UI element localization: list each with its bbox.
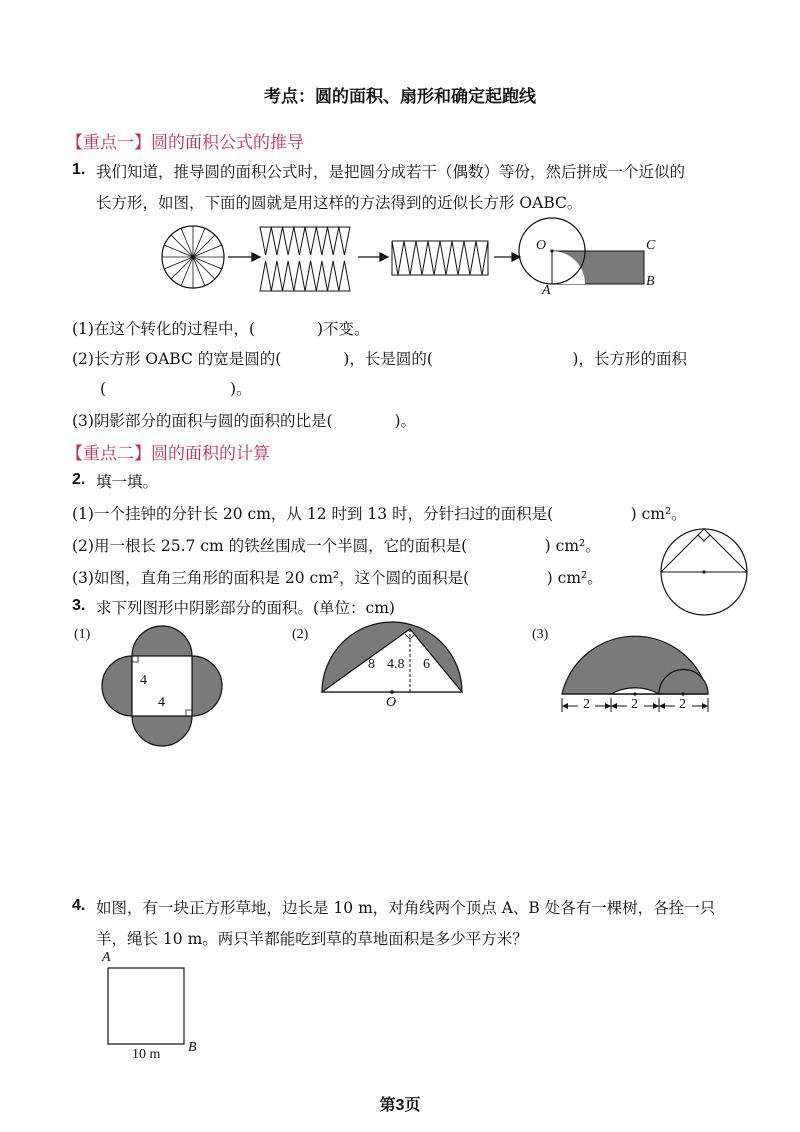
fig2-label: (2) [292, 627, 309, 642]
arrow-1 [228, 253, 260, 261]
fig2-side-a: 8 [368, 657, 375, 672]
label-C: C [646, 238, 656, 253]
label-A: A [542, 283, 551, 298]
q2-circle-triangle-figure [654, 520, 754, 620]
fig1-side-vertical: 4 [140, 673, 147, 688]
fig3-dim-2: 2 [631, 697, 638, 712]
fig2-height: 4.8 [387, 657, 405, 672]
question-number-2: 2. [72, 471, 86, 488]
fig2-side-b: 6 [423, 657, 430, 672]
circle-sector-line [193, 235, 215, 257]
page-title: 考点：圆的面积、扇形和确定起跑线 [264, 87, 536, 107]
q1-figure [0, 215, 800, 315]
q2-sub1: (1)一个挂钟的分针长 20 cm，从 12 时到 13 时，分针扫过的面积是( ) cm²。 [72, 505, 687, 523]
fig3-semicircles [556, 622, 726, 732]
fig1-side-horizontal: 4 [158, 695, 165, 710]
circle-sector-line [171, 257, 193, 279]
fig3-dim-1: 2 [583, 697, 590, 712]
fig2-center-O: O [386, 695, 397, 710]
fig3-dim-3: 2 [679, 697, 686, 712]
page-number: 第3页 [379, 1097, 421, 1114]
label-O: O [536, 238, 547, 253]
fig1-square-semicircles [100, 622, 230, 752]
q1-sub1: (1)在这个转化的过程中，( )不变。 [72, 320, 370, 338]
q4-text-line1: 如图，有一块正方形草地，边长是 10 m，对角线两个顶点 A、B 处各有一棵树，各拴一只 [96, 899, 716, 917]
section-heading-2: 【重点二】圆的面积的计算 [66, 444, 270, 464]
q4-side-length: 10 m [132, 1047, 161, 1062]
arrow-3 [494, 253, 520, 261]
q3-text: 求下列图形中阴影部分的面积。(单位：cm) [96, 599, 395, 617]
q2-text: 填一填。 [96, 473, 159, 491]
q2-sub3: (3)如图，直角三角形的面积是 20 cm²，这个圆的面积是( ) cm²。 [72, 569, 603, 587]
circle-sector-line [171, 235, 193, 257]
fig1-label: (1) [74, 627, 91, 642]
arrow-2 [358, 253, 388, 261]
q2-sub2: (2)用一根长 25.7 cm 的铁丝围成一个半圆，它的面积是( ) cm²。 [72, 537, 601, 555]
q4-label-A: A [102, 950, 111, 965]
fig3-label: (3) [532, 627, 549, 642]
circle-sector-line [193, 257, 215, 279]
question-number-1: 1. [72, 161, 86, 178]
question-number-3: 3. [72, 597, 86, 614]
q1-sub2-line1: (2)长方形 OABC 的宽是圆的( )，长是圆的( )，长方形的面积 [72, 350, 687, 368]
q4-label-B: B [188, 1040, 197, 1055]
q1-text-line1: 我们知道，推导圆的面积公式时，是把圆分成若干（偶数）等份，然后拼成一个近似的 [96, 163, 686, 181]
divided-circle [162, 226, 224, 288]
label-B: B [646, 274, 655, 289]
approx-rectangle [392, 241, 488, 275]
q1-sub2-line2: ( )。 [100, 380, 252, 398]
q1-text-line2: 长方形，如图，下面的圆就是用这样的方法得到的近似长方形 OABC。 [96, 194, 583, 212]
q1-sub3: (3)阴影部分的面积与圆的面积的比是( )。 [72, 412, 417, 430]
split-halves [260, 227, 350, 291]
q4-square-figure [100, 960, 200, 1060]
section-heading-1: 【重点一】圆的面积公式的推导 [66, 133, 304, 153]
q4-text-line2: 羊，绳长 10 m。两只羊都能吃到草的草地面积是多少平方米？ [96, 930, 528, 948]
question-number-4: 4. [72, 897, 86, 914]
